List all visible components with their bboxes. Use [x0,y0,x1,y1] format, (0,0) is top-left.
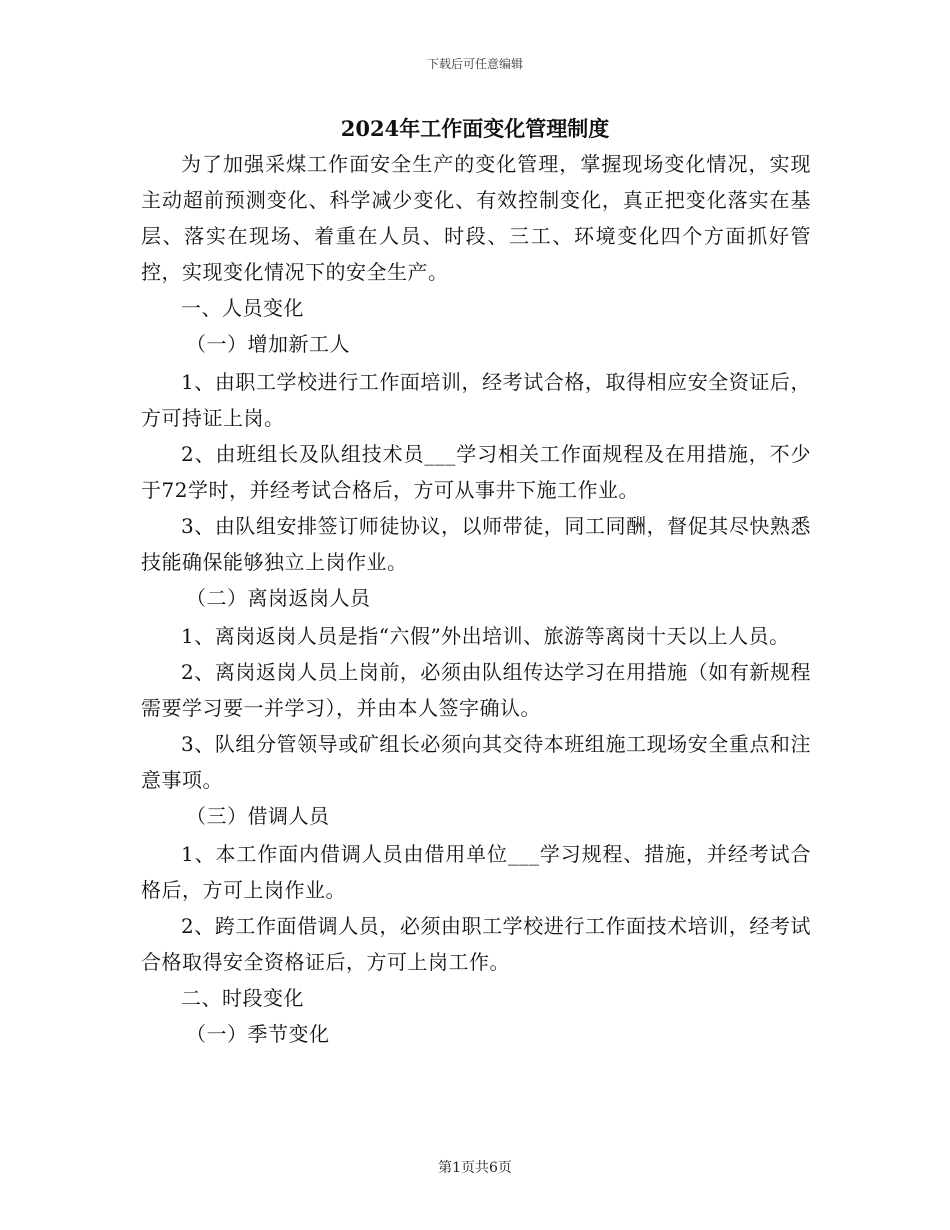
paragraph: 1、离岗返岗人员是指“六假”外出培训、旅游等离岗十天以上人员。 [181,624,790,648]
subsection-heading-season: （一）季节变化 [186,1022,330,1046]
subsection-heading-seconded: （三）借调人员 [186,804,330,828]
section-heading-personnel: 一、人员变化 [181,296,304,320]
paragraph: 3、队组分管领导或矿组长必须向其交待本班组施工现场安全重点和注意事项。 [141,732,811,792]
paragraph: 3、由队组安排签订师徒协议，以师带徒，同工同酬，督促其尽快熟悉技能确保能够独立上岗作业。 [141,514,811,574]
paragraph: 2、跨工作面借调人员，必须由职工学校进行工作面技术培训，经考试合格取得安全资格证后，方可上岗工作。 [141,914,811,974]
paragraph: 2、离岗返岗人员上岗前，必须由队组传达学习在用措施（如有新规程需要学习要一并学习），并由本人签字确认。 [141,660,811,720]
subsection-heading-returning: （二）离岗返岗人员 [186,586,371,610]
document-title: 2024年工作面变化管理制度 [340,116,610,141]
paragraph: 1、由职工学校进行工作面培训，经考试合格，取得相应安全资证后，方可持证上岗。 [141,370,811,430]
document-body [141,146,811,1052]
paragraph: 1、本工作面内借调人员由借用单位___学习规程、措施，并经考试合格后，方可上岗作业。 [141,842,811,902]
subsection-heading-new-workers: （一）增加新工人 [186,332,350,356]
header-note: 下载后可任意编辑 [426,57,523,71]
paragraph: 2、由班组长及队组技术员___学习相关工作面规程及在用措施，不少于72学时，并经考试合格后，方可从事井下施工作业。 [141,442,811,502]
intro-paragraph: 为了加强采煤工作面安全生产的变化管理，掌握现场变化情况，实现主动超前预测变化、科学减少变化、有效控制变化，真正把变化落实在基层、落实在现场、着重在人员、时段、三工、环境变化四个方面抓好管控，实现变化情况下的安全生产。 [141,152,811,284]
section-heading-time-period: 二、时段变化 [181,986,304,1010]
page-number-footer: 第1页共6页 [438,1160,512,1176]
